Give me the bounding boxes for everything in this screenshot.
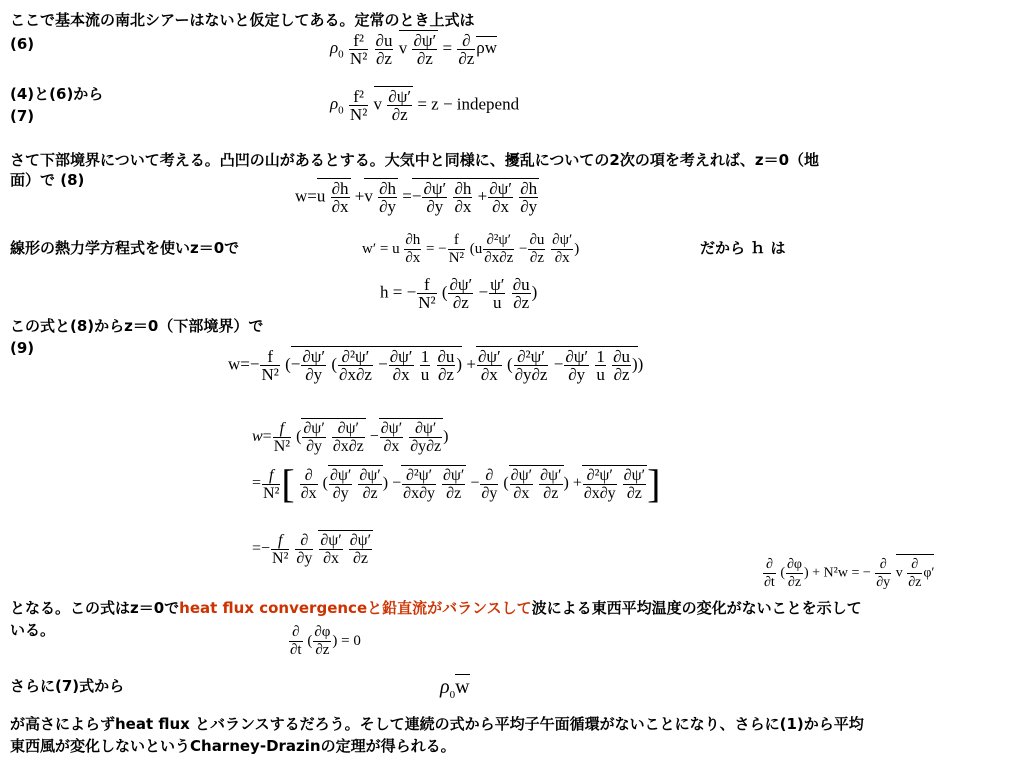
- text-line-1: ここで基本流の南北シアーはないと仮定してある。定常のとき上式は: [10, 11, 475, 29]
- eq-number-7: (7): [10, 107, 35, 125]
- equation-9: w=− $\frac{f}{\text{N²}}$ (− $\frac{\partial\psi'}{\partial y}$ ( $\frac{\text{∂²ψ′}}{\partial x\partial z}$ − $\frac{\partial\psi'}{\partial x}$ $\frac{1}{u}$ $\frac{\partial u}{\partial z}$ ) + $\frac{\partial\psi'}{\partial x}$ ( $\frac{\text{∂²ψ′}}{\partial y\partial z}$ − $\frac{\partial\psi'}{\partial y}$ $\frac{1}{u}$ $\frac{\partial u}{\partial z}$ )): [228, 347, 644, 384]
- text-line-7a: 線形の熱力学方程式を使いz＝0で: [10, 239, 240, 257]
- derivation-line-2: = $\frac{f}{\text{N²}}$ [ $\frac{\partial}{\partial x}$ ( $\frac{\partial\psi'}{\partial y}$ $\frac{\partial\psi'}{\partial z}$ ) − $\frac{\text{∂²ψ′}}{\partial x\partial y}$ $\frac{\partial\psi'}{\partial z}$ − $\frac{\partial}{\partial y}$ ( $\frac{\partial\psi'}{\partial x}$ $\frac{\partial\psi'}{\partial z}$ ) + $\frac{\text{∂²ψ′}}{\partial x\partial y}$ $\frac{\partial\psi'}{\partial z}$ ]: [252, 461, 661, 506]
- equation-7: $\rho_0$ $\frac{\text{f²}}{\text{N²}}$ v $\frac{\partial\psi'}{\partial z}$ = z − independ: [330, 87, 520, 124]
- equation-thermo: w′ = u $\frac{\partial h}{\partial x}$ = − $\frac{f}{\text{N²}}$ (u $\frac{\text{∂²ψ′}}{\partial x\partial z}$ − $\frac{\partial u}{\partial z}$ $\frac{\partial\psi'}{\partial x}$ ): [362, 232, 580, 266]
- text-line-10a: となる。この式はz＝0で: [10, 599, 180, 617]
- equation-steady: $\frac{\partial}{\partial t}$ ( $\frac{\partial\varphi}{\partial z}$ ) = 0: [290, 624, 361, 658]
- text-line-7b: だから ｈ は: [700, 239, 786, 257]
- equation-h: h = − $\frac{f}{\text{N²}}$ ( $\frac{\partial\psi'}{\partial z}$ − $\frac{\psi'}{u}$ $\frac{\partial u}{\partial z}$ ): [380, 275, 538, 312]
- equation-heat-balance: $\frac{\partial}{\partial t}$ ( $\frac{\partial\varphi}{\partial z}$ ) + N²w = − $\frac{\partial}{\partial y}$ v $\frac{\partial}{\partial z}$ φ′: [762, 554, 934, 591]
- text-line-8: この式と(8)からz＝0（下部境界）で: [10, 317, 264, 335]
- highlight-text: heat flux convergenceと鉛直流がバランスして: [179, 599, 532, 617]
- equation-6: $\rho_0$ $\frac{\text{f²}}{\text{N²}}$ $\frac{\partial u}{\partial z}$ v $\frac{\partial\psi'}{\partial z}$ = $\frac{\partial}{\partial z}$ ρw: [330, 31, 498, 68]
- eq-number-6: (6): [10, 35, 35, 53]
- text-line-14: 東西風が変化しないというCharney-Drazinの定理が得られる。: [10, 737, 456, 755]
- eq-number-9: (9): [10, 339, 35, 357]
- equation-rho-w: $\rho_0w$: [440, 676, 470, 701]
- text-line-12: さらに(7)式から: [10, 677, 125, 695]
- text-line-3: (4)と(6)から: [10, 85, 104, 103]
- derivation-line-1: w= $\frac{f}{\text{N²}}$ ( $\frac{\partial\psi'}{\partial y}$ $\frac{\partial\psi'}{\partial x\partial z}$ − $\frac{\partial\psi'}{\partial x}$ $\frac{\partial\psi'}{\partial y\partial z}$ ): [252, 420, 449, 455]
- text-line-10c: 波による東西平均温度の変化がないことを示して: [531, 599, 862, 617]
- text-line-13: が高さによらずheat flux とバランスするだろう。そして連続の式から平均子午面循環がないことになり、さらに(1)から平均: [10, 715, 864, 733]
- text-line-11: いる。: [10, 621, 56, 639]
- text-line-10: [10, 598, 862, 618]
- text-line-6: 面）で (8): [10, 171, 85, 189]
- derivation-line-3: =− $\frac{f}{\text{N²}}$ $\frac{\partial}{\partial y}$ $\frac{\partial\psi'}{\partial x}$ $\frac{\partial\psi'}{\partial z}$: [252, 532, 372, 567]
- text-line-5: さて下部境界について考える。凸凹の山があるとする。大気中と同様に、擾乱についての2次の項を考えれば、z＝0（地: [10, 151, 820, 169]
- equation-8: w=u $\frac{\partial h}{\partial x}$ +v $\frac{\partial h}{\partial y}$ =− $\frac{\partial\psi'}{\partial y}$ $\frac{\partial h}{\partial x}$ + $\frac{\partial\psi'}{\partial x}$ $\frac{\partial h}{\partial y}$: [295, 179, 538, 216]
